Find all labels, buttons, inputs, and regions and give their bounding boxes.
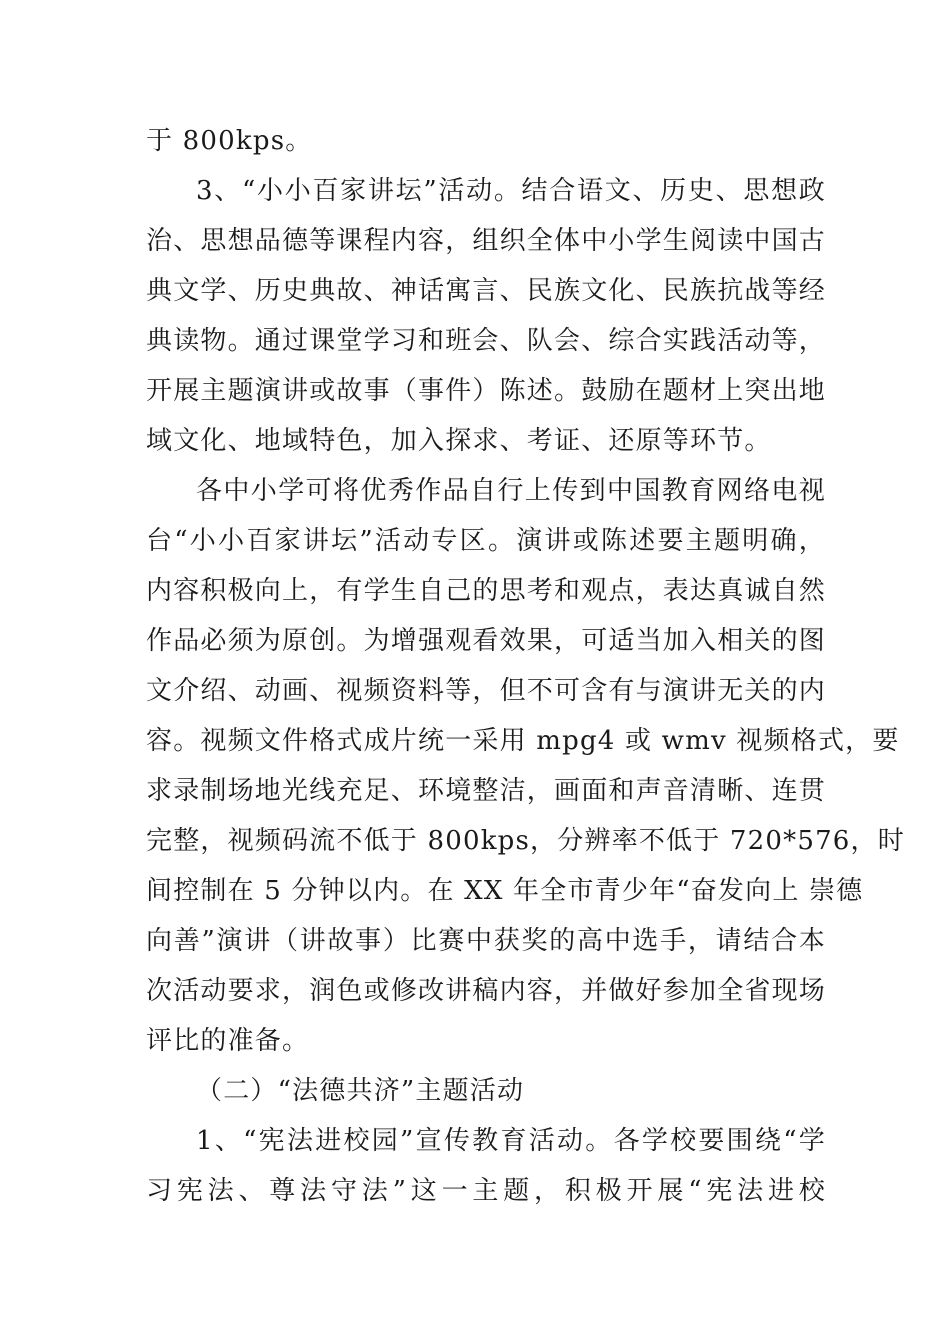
text-line: 台“小小百家讲坛”活动专区。演讲或陈述要主题明确， xyxy=(146,526,826,556)
text-line: 文介绍、动画、视频资料等，但不可含有与演讲无关的内 xyxy=(146,676,827,706)
text-line: 各中小学可将优秀作品自行上传到中国教育网络电视 xyxy=(196,476,826,506)
text-line: 次活动要求，润色或修改讲稿内容，并做好参加全省现场 xyxy=(146,976,827,1006)
text-line: 开展主题演讲或故事（事件）陈述。鼓励在题材上突出地 xyxy=(146,376,827,406)
text-line: 内容积极向上，有学生自己的思考和观点，表达真诚自然 xyxy=(146,576,827,606)
text-line: 1、“宪法进校园”宣传教育活动。各学校要围绕“学 xyxy=(196,1126,826,1156)
text-line: 典文学、历史典故、神话寓言、民族文化、民族抗战等经 xyxy=(146,276,827,306)
text-line: 评比的准备。 xyxy=(146,1026,310,1056)
text-line: 完整，视频码流不低于 800kps，分辨率不低于 720*576，时 xyxy=(146,826,905,856)
text-line: 向善”演讲（讲故事）比赛中获奖的高中选手，请结合本 xyxy=(146,926,826,956)
text-line: 于 800kps。 xyxy=(146,126,313,156)
text-line: 3、“小小百家讲坛”活动。结合语文、历史、思想政 xyxy=(196,176,826,206)
section-heading: （二）“法德共济”主题活动 xyxy=(196,1076,525,1106)
text-line: 域文化、地域特色，加入探求、考证、还原等环节。 xyxy=(146,426,772,456)
text-line: 典读物。通过课堂学习和班会、队会、综合实践活动等， xyxy=(146,326,827,356)
text-line: 容。视频文件格式成片统一采用 mpg4 或 wmv 视频格式，要 xyxy=(146,726,900,756)
text-line: 求录制场地光线充足、环境整洁，画面和声音清晰、连贯 xyxy=(146,776,827,806)
text-line: 治、思想品德等课程内容，组织全体中小学生阅读中国古 xyxy=(146,226,827,256)
text-line: 间控制在 5 分钟以内。在 XX 年全市青少年“奋发向上 崇德 xyxy=(146,876,864,906)
text-line: 习宪法、尊法守法”这一主题，积极开展“宪法进校 xyxy=(146,1176,826,1206)
text-line: 作品必须为原创。为增强观看效果，可适当加入相关的图 xyxy=(146,626,827,656)
